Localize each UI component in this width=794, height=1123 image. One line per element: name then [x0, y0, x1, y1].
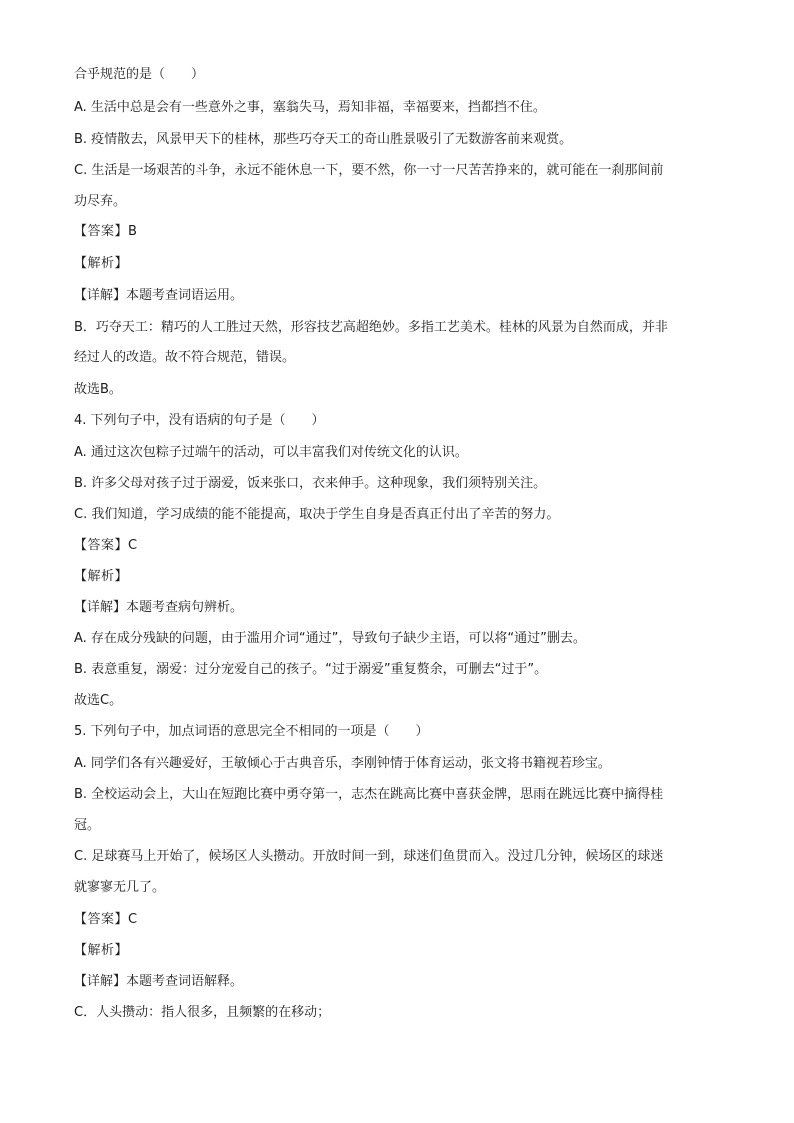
question-4-stem: 4. 下列句子中，没有语病的句子是（ ）	[74, 413, 325, 428]
option-a: A. 同学们各有兴趣爱好，王敏倾心于古典音乐，李刚钟情于体育运动，张文将书籍视若珍宝。	[74, 756, 611, 771]
answer-label: 【答案】C	[74, 912, 138, 927]
answer-label: 【答案】C	[74, 538, 138, 553]
option-c: C. 生活是一场艰苦的斗争，永远不能休息一下，要不然，你一寸一尺苦苦挣来的，就可能在一刹那间前	[74, 163, 664, 178]
choice-conclusion: 故选B。	[74, 382, 122, 397]
option-c: C. 足球赛马上开始了，候场区人头攒动。开放时间一到，球迷们鱼贯而入。没过几分钟，候场区的球迷	[74, 849, 664, 864]
option-c-continued: 就寥寥无几了。	[74, 880, 166, 895]
option-c-continued: 功尽弃。	[74, 194, 127, 209]
detail-text: B. 表意重复，溺爱：过分宠爱自己的孩子。“过于溺爱”重复赘余，可删去“过于”。	[74, 662, 548, 677]
choice-conclusion: 故选C。	[74, 693, 123, 708]
detail-intro: 【详解】本题考查词语解释。	[74, 974, 244, 989]
analysis-label: 【解析】	[74, 943, 129, 958]
analysis-label: 【解析】	[74, 569, 129, 584]
detail-text: B．巧夺天工：精巧的人工胜过天然，形容技艺高超绝妙。多指工艺美术。桂林的风景为自然而成，并非	[74, 320, 668, 335]
question-3-stem-end: 合乎规范的是（ ）	[74, 67, 205, 82]
detail-intro: 【详解】本题考查词语运用。	[74, 288, 244, 303]
option-a: A. 通过这次包粽子过端午的活动，可以丰富我们对传统文化的认识。	[74, 445, 468, 460]
option-b: B. 许多父母对孩子过于溺爱，饭来张口，衣来伸手。这种现象，我们须特别关注。	[74, 476, 547, 491]
option-c: C. 我们知道，学习成绩的能不能提高，取决于学生自身是否真正付出了辛苦的努力。	[74, 507, 560, 522]
detail-text: A. 存在成分残缺的问题，由于滥用介词“通过”，导致句子缺少主语，可以将“通过”删去。	[74, 631, 586, 646]
option-b-continued: 冠。	[74, 818, 101, 833]
detail-text: C．人头攒动：指人很多，且频繁的在移动；	[74, 1005, 331, 1020]
detail-intro: 【详解】本题考查病句辨析。	[74, 600, 244, 615]
option-b: B. 疫情散去，风景甲天下的桂林，那些巧夺天工的奇山胜景吸引了无数游客前来观赏。	[74, 132, 573, 147]
option-a: A. 生活中总是会有一些意外之事，塞翁失马，焉知非福，幸福要来，挡都挡不住。	[74, 100, 546, 115]
analysis-label: 【解析】	[74, 256, 129, 271]
answer-label: 【答案】B	[74, 224, 138, 239]
question-5-stem: 5. 下列句子中，加点词语的意思完全不相同的一项是（ ）	[74, 724, 429, 739]
option-b: B. 全校运动会上，大山在短跑比赛中勇夺第一，志杰在跳高比赛中喜获金牌，思雨在跳远比赛中摘得桂	[74, 787, 664, 802]
detail-text-continued: 经过人的改造。故不符合规范，错误。	[74, 350, 296, 365]
